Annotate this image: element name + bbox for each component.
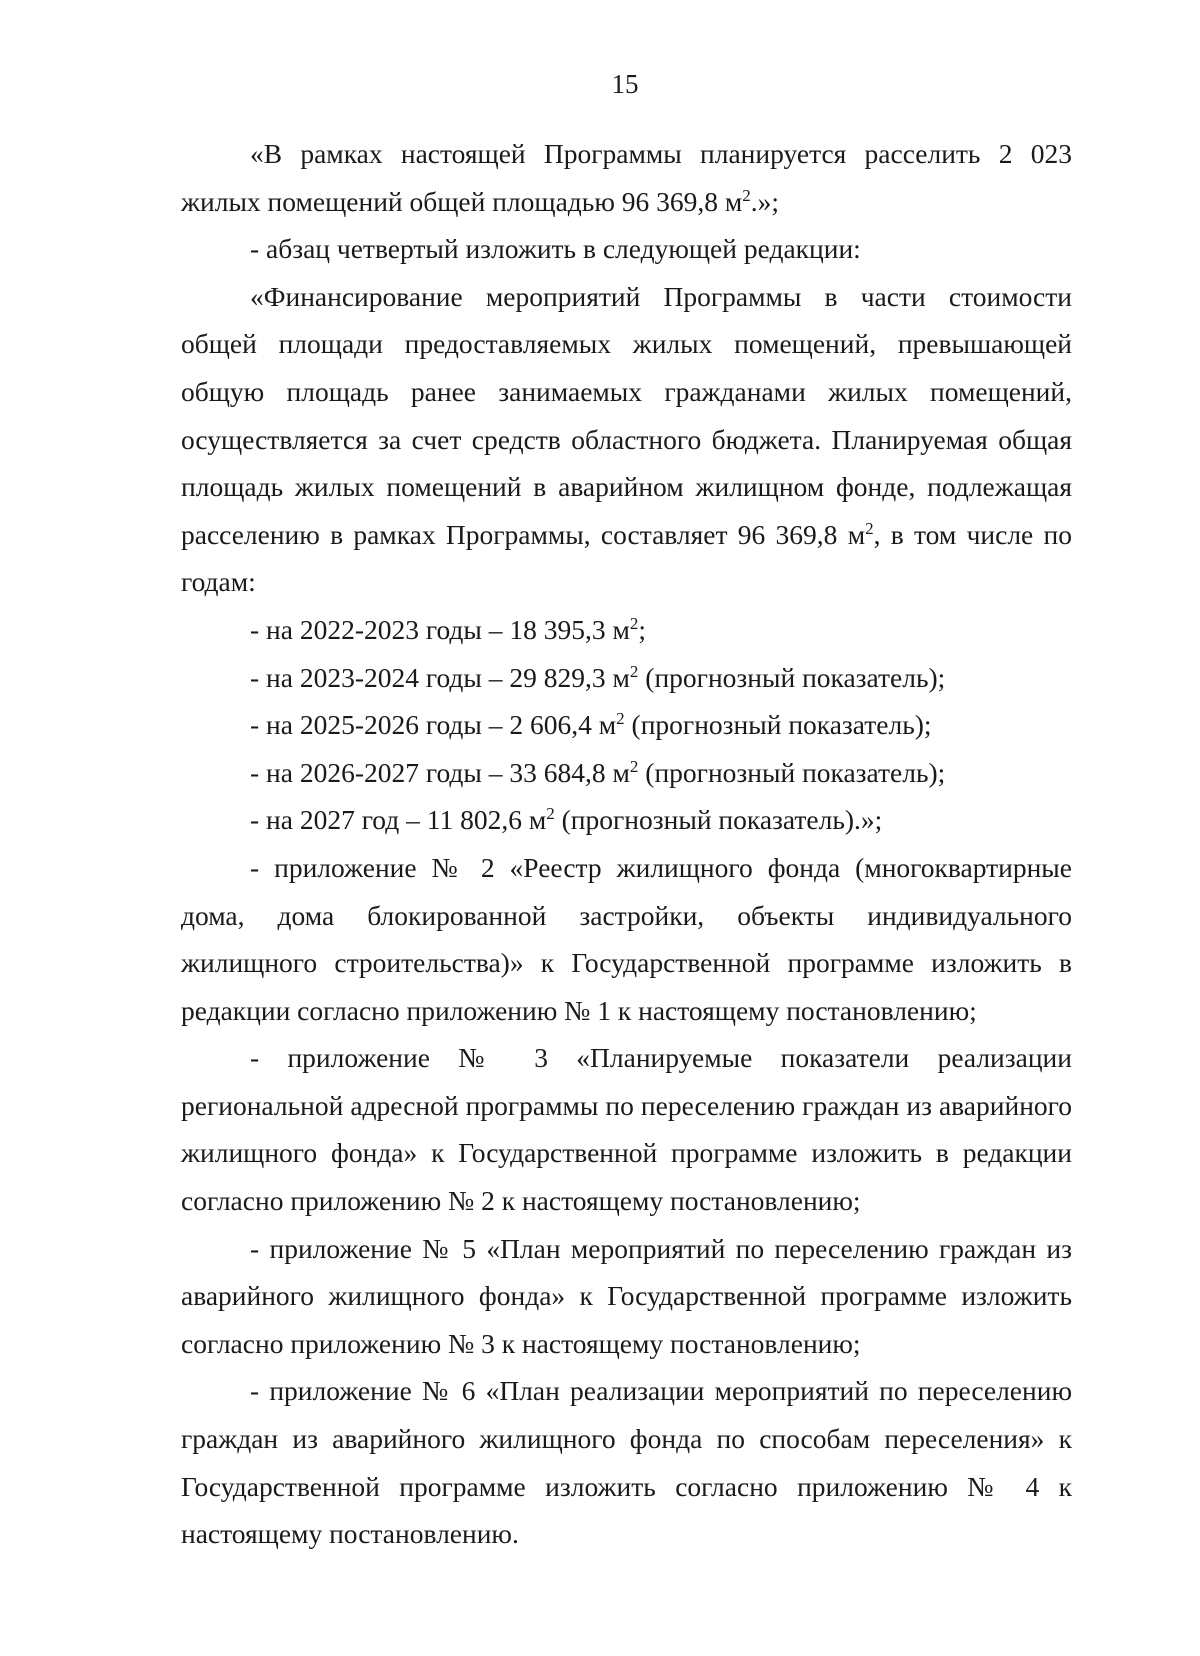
- superscript: 2: [616, 708, 625, 728]
- superscript: 2: [629, 661, 639, 681]
- list-item-2025-2026: [181, 701, 1072, 749]
- text-run: - на 2025-2026 годы – 2 606,4 м: [250, 709, 617, 741]
- text-run: - на 2022-2023 годы – 18 395,3 м: [250, 613, 630, 645]
- paragraph-amendment-instruction: - абзац четвертый изложить в следующей редакции:: [250, 233, 861, 265]
- list-item-2022-2023: [181, 606, 1072, 654]
- superscript: 2: [865, 518, 874, 538]
- superscript: 2: [629, 756, 639, 776]
- superscript: 2: [629, 613, 639, 633]
- text-run: , в том числе по годам:: [181, 518, 1073, 598]
- text-run: ;: [638, 613, 647, 645]
- list-item-2023-2024: [181, 654, 1072, 702]
- text-run: - на 2027 год – 11 802,6 м: [250, 804, 547, 836]
- text-run: - на 2026-2027 годы – 33 684,8 м: [250, 756, 630, 788]
- list-item-2027: [181, 796, 1072, 844]
- paragraph-appendix-2: - приложение № 2 «Реестр жилищного фонда (многоквартирные дома, дома блокированной застройки, объекты индивидуального жилищного строительства)» к Государственной программе изложить в редакции согласно приложению № 1 к настоящему постановлению;: [181, 851, 1072, 1026]
- paragraph-financing: [181, 273, 1072, 606]
- superscript: 2: [742, 185, 751, 205]
- superscript: 2: [546, 804, 555, 824]
- paragraph-appendix-6: - приложение № 6 «План реализации мероприятий по переселению граждан из аварийного жилищного фонда по способам переселения» к Государственной программе изложить согласно приложению № 4 к настоящему постановлению.: [181, 1375, 1072, 1550]
- list-item-2026-2027: [181, 749, 1072, 797]
- text-run: .»;: [750, 185, 780, 217]
- text-run: - на 2023-2024 годы – 29 829,3 м: [250, 661, 630, 693]
- text-run: «В рамках настоящей Программы планируется расселить 2 023 жилых помещений общей площадью 96 369,8 м: [181, 138, 1072, 217]
- text-run: (прогнозный показатель);: [638, 661, 946, 693]
- page-number: 15: [611, 69, 639, 99]
- paragraph-appendix-5: - приложение № 5 «План мероприятий по переселению граждан из аварийного жилищного фонда» к Государственной программе изложить согласно приложению № 3 к настоящему постановлению;: [181, 1232, 1072, 1359]
- paragraph-program-resettlement: [181, 130, 1072, 225]
- text-run: (прогнозный показатель).»;: [554, 804, 883, 836]
- document-body: [181, 130, 1072, 1558]
- text-run: «Финансирование мероприятий Программы в части стоимости общей площади предоставляемых жилых помещений, превышающей общую площадь ранее занимаемых гражданами жилых помещений, осуществляется за счет средств областного бюджета. Планируемая общая площадь жилых помещений в аварийном жилищном фонде, подлежащая расселению в рамках Программы, составляет 96 369,8 м: [181, 280, 1072, 550]
- text-run: (прогнозный показатель);: [624, 709, 932, 741]
- text-run: (прогнозный показатель);: [638, 756, 946, 788]
- paragraph-appendix-3: - приложение № 3 «Планируемые показатели реализации региональной адресной программы по переселению граждан из аварийного жилищного фонда» к Государственной программе изложить в редакции согласно приложению № 2 к настоящему постановлению;: [181, 1042, 1072, 1217]
